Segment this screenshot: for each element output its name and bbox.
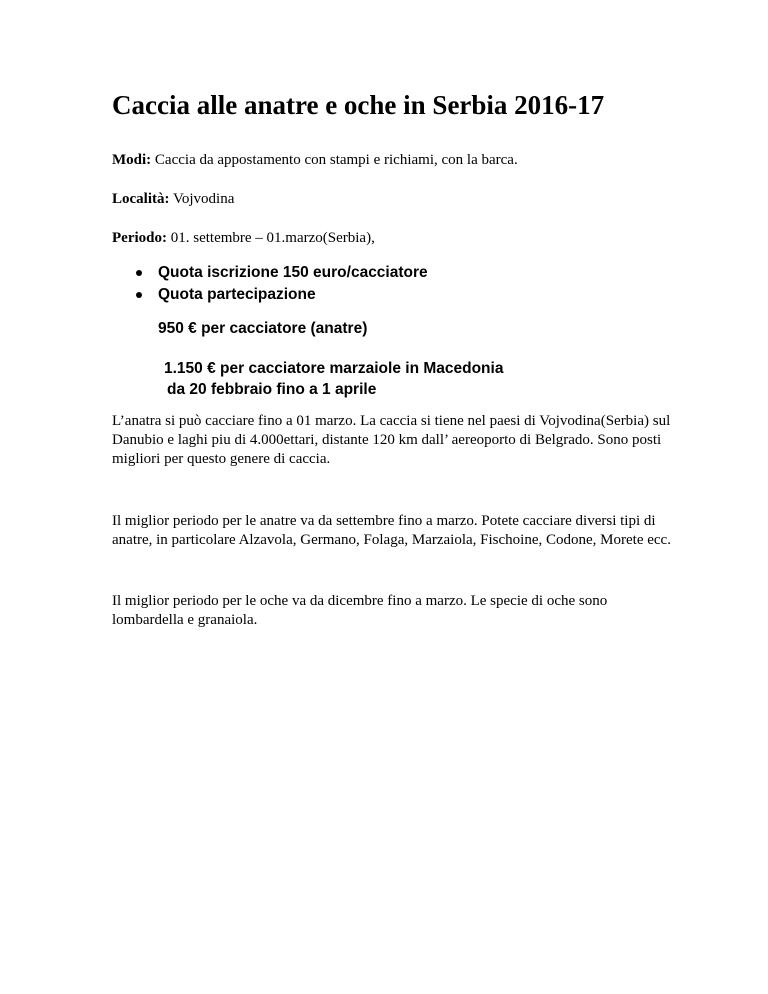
price-anatre: 950 € per cacciatore (anatre) <box>158 320 368 337</box>
field-modi-label: Modi: <box>112 152 152 168</box>
field-periodo-value: 01. settembre – 01.marzo(Serbia), <box>166 230 375 246</box>
list-item <box>112 262 428 284</box>
field-periodo-label: Periodo: <box>112 230 167 246</box>
paragraph-anatre: Il miglior periodo per le anatre va da settembre fino a marzo. Potete cacciare diversi tipi di anatre, in particolare Alzavola, Germano, Folaga, Marzaiola, Fischoine, Codone, Morete ecc. <box>112 513 671 548</box>
price-macedonia-dates: da 20 febbraio fino a 1 aprile <box>167 381 377 398</box>
bullet-dot-icon <box>136 292 142 298</box>
field-localita-value: Vojvodina <box>169 191 235 207</box>
bullet-text: Quota partecipazione <box>158 286 316 303</box>
field-localita <box>112 190 234 209</box>
bullet-dot-icon <box>136 270 142 276</box>
bullet-list <box>112 262 428 306</box>
field-periodo <box>112 229 375 248</box>
price-macedonia: 1.150 € per cacciatore marzaiole in Macedonia <box>164 360 504 377</box>
bullet-text: Quota iscrizione 150 euro/cacciatore <box>158 264 428 281</box>
list-item <box>112 284 428 306</box>
field-localita-label: Località: <box>112 191 170 207</box>
field-modi <box>112 151 518 170</box>
paragraph-oche: Il miglior periodo per le oche va da dicembre fino a marzo. Le specie di oche sono lombardella e granaiola. <box>112 593 608 628</box>
field-modi-value: Caccia da appostamento con stampi e richiami, con la barca. <box>151 152 518 168</box>
page-title: Caccia alle anatre e oche in Serbia 2016-17 <box>112 90 605 120</box>
paragraph-intro: L’anatra si può cacciare fino a 01 marzo. La caccia si tiene nel paesi di Vojvodina(Serbia) sul Danubio e laghi piu di 4.000ettari, distante 120 km dall’ aereoporto di Belgrado. Sono posti migliori per questo genere di caccia. <box>112 413 671 467</box>
